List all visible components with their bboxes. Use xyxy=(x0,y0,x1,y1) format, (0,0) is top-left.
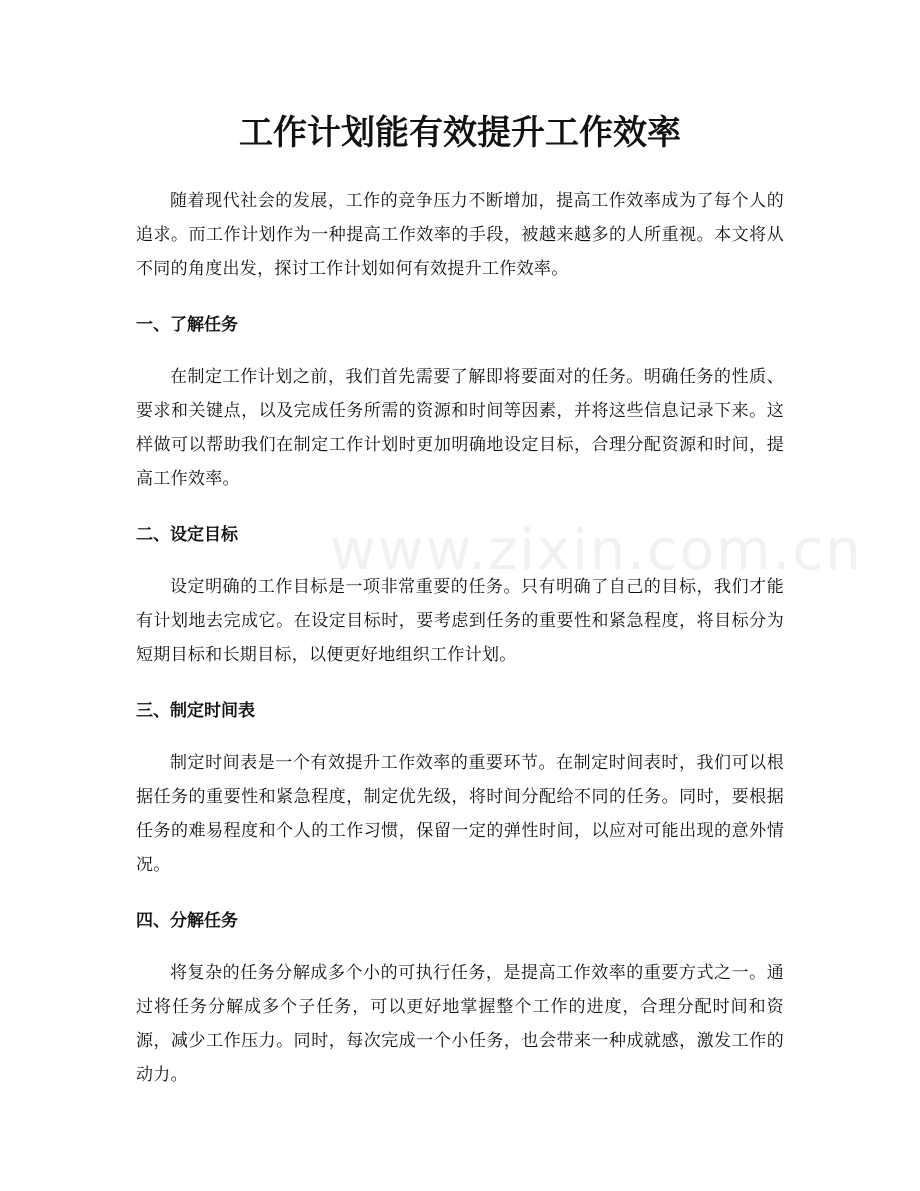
section-body-1: 在制定工作计划之前，我们首先需要了解即将要面对的任务。明确任务的性质、要求和关键点，以及完成任务所需的资源和时间等因素，并将这些信息记录下来。这样做可以帮助我们在制定工作计划时更加明确地设定目标，合理分配资源和时间，提高工作效率。 xyxy=(136,367,784,489)
section-heading-1: 一、了解任务 xyxy=(136,315,238,335)
section-body-4: 将复杂的任务分解成多个小的可执行任务，是提高工作效率的重要方式之一。通过将任务分解成多个子任务，可以更好地掌握整个工作的进度，合理分配时间和资源，减少工作压力。同时，每次完成一个小任务，也会带来一种成就感，激发工作的动力。 xyxy=(136,963,784,1085)
section-heading-4: 四、分解任务 xyxy=(136,911,238,931)
section-body-2: 设定明确的工作目标是一项非常重要的任务。只有明确了自己的目标，我们才能有计划地去完成它。在设定目标时，要考虑到任务的重要性和紧急程度，将目标分为短期目标和长期目标，以便更好地组织工作计划。 xyxy=(136,577,784,665)
watermark: www.zixin.com.cn xyxy=(330,518,863,583)
section-heading-2: 二、设定目标 xyxy=(136,525,238,545)
section-heading-3: 三、制定时间表 xyxy=(136,701,255,721)
document-title: 工作计划能有效提升工作效率 xyxy=(239,113,681,153)
intro-paragraph: 随着现代社会的发展，工作的竞争压力不断增加，提高工作效率成为了每个人的追求。而工作计划作为一种提高工作效率的手段，被越来越多的人所重视。本文将从不同的角度出发，探讨工作计划如何有效提升工作效率。 xyxy=(136,191,784,279)
document-content xyxy=(136,0,784,1092)
section-body-3: 制定时间表是一个有效提升工作效率的重要环节。在制定时间表时，我们可以根据任务的重要性和紧急程度，制定优先级，将时间分配给不同的任务。同时，要根据任务的难易程度和个人的工作习惯，保留一定的弹性时间，以应对可能出现的意外情况。 xyxy=(136,753,784,875)
